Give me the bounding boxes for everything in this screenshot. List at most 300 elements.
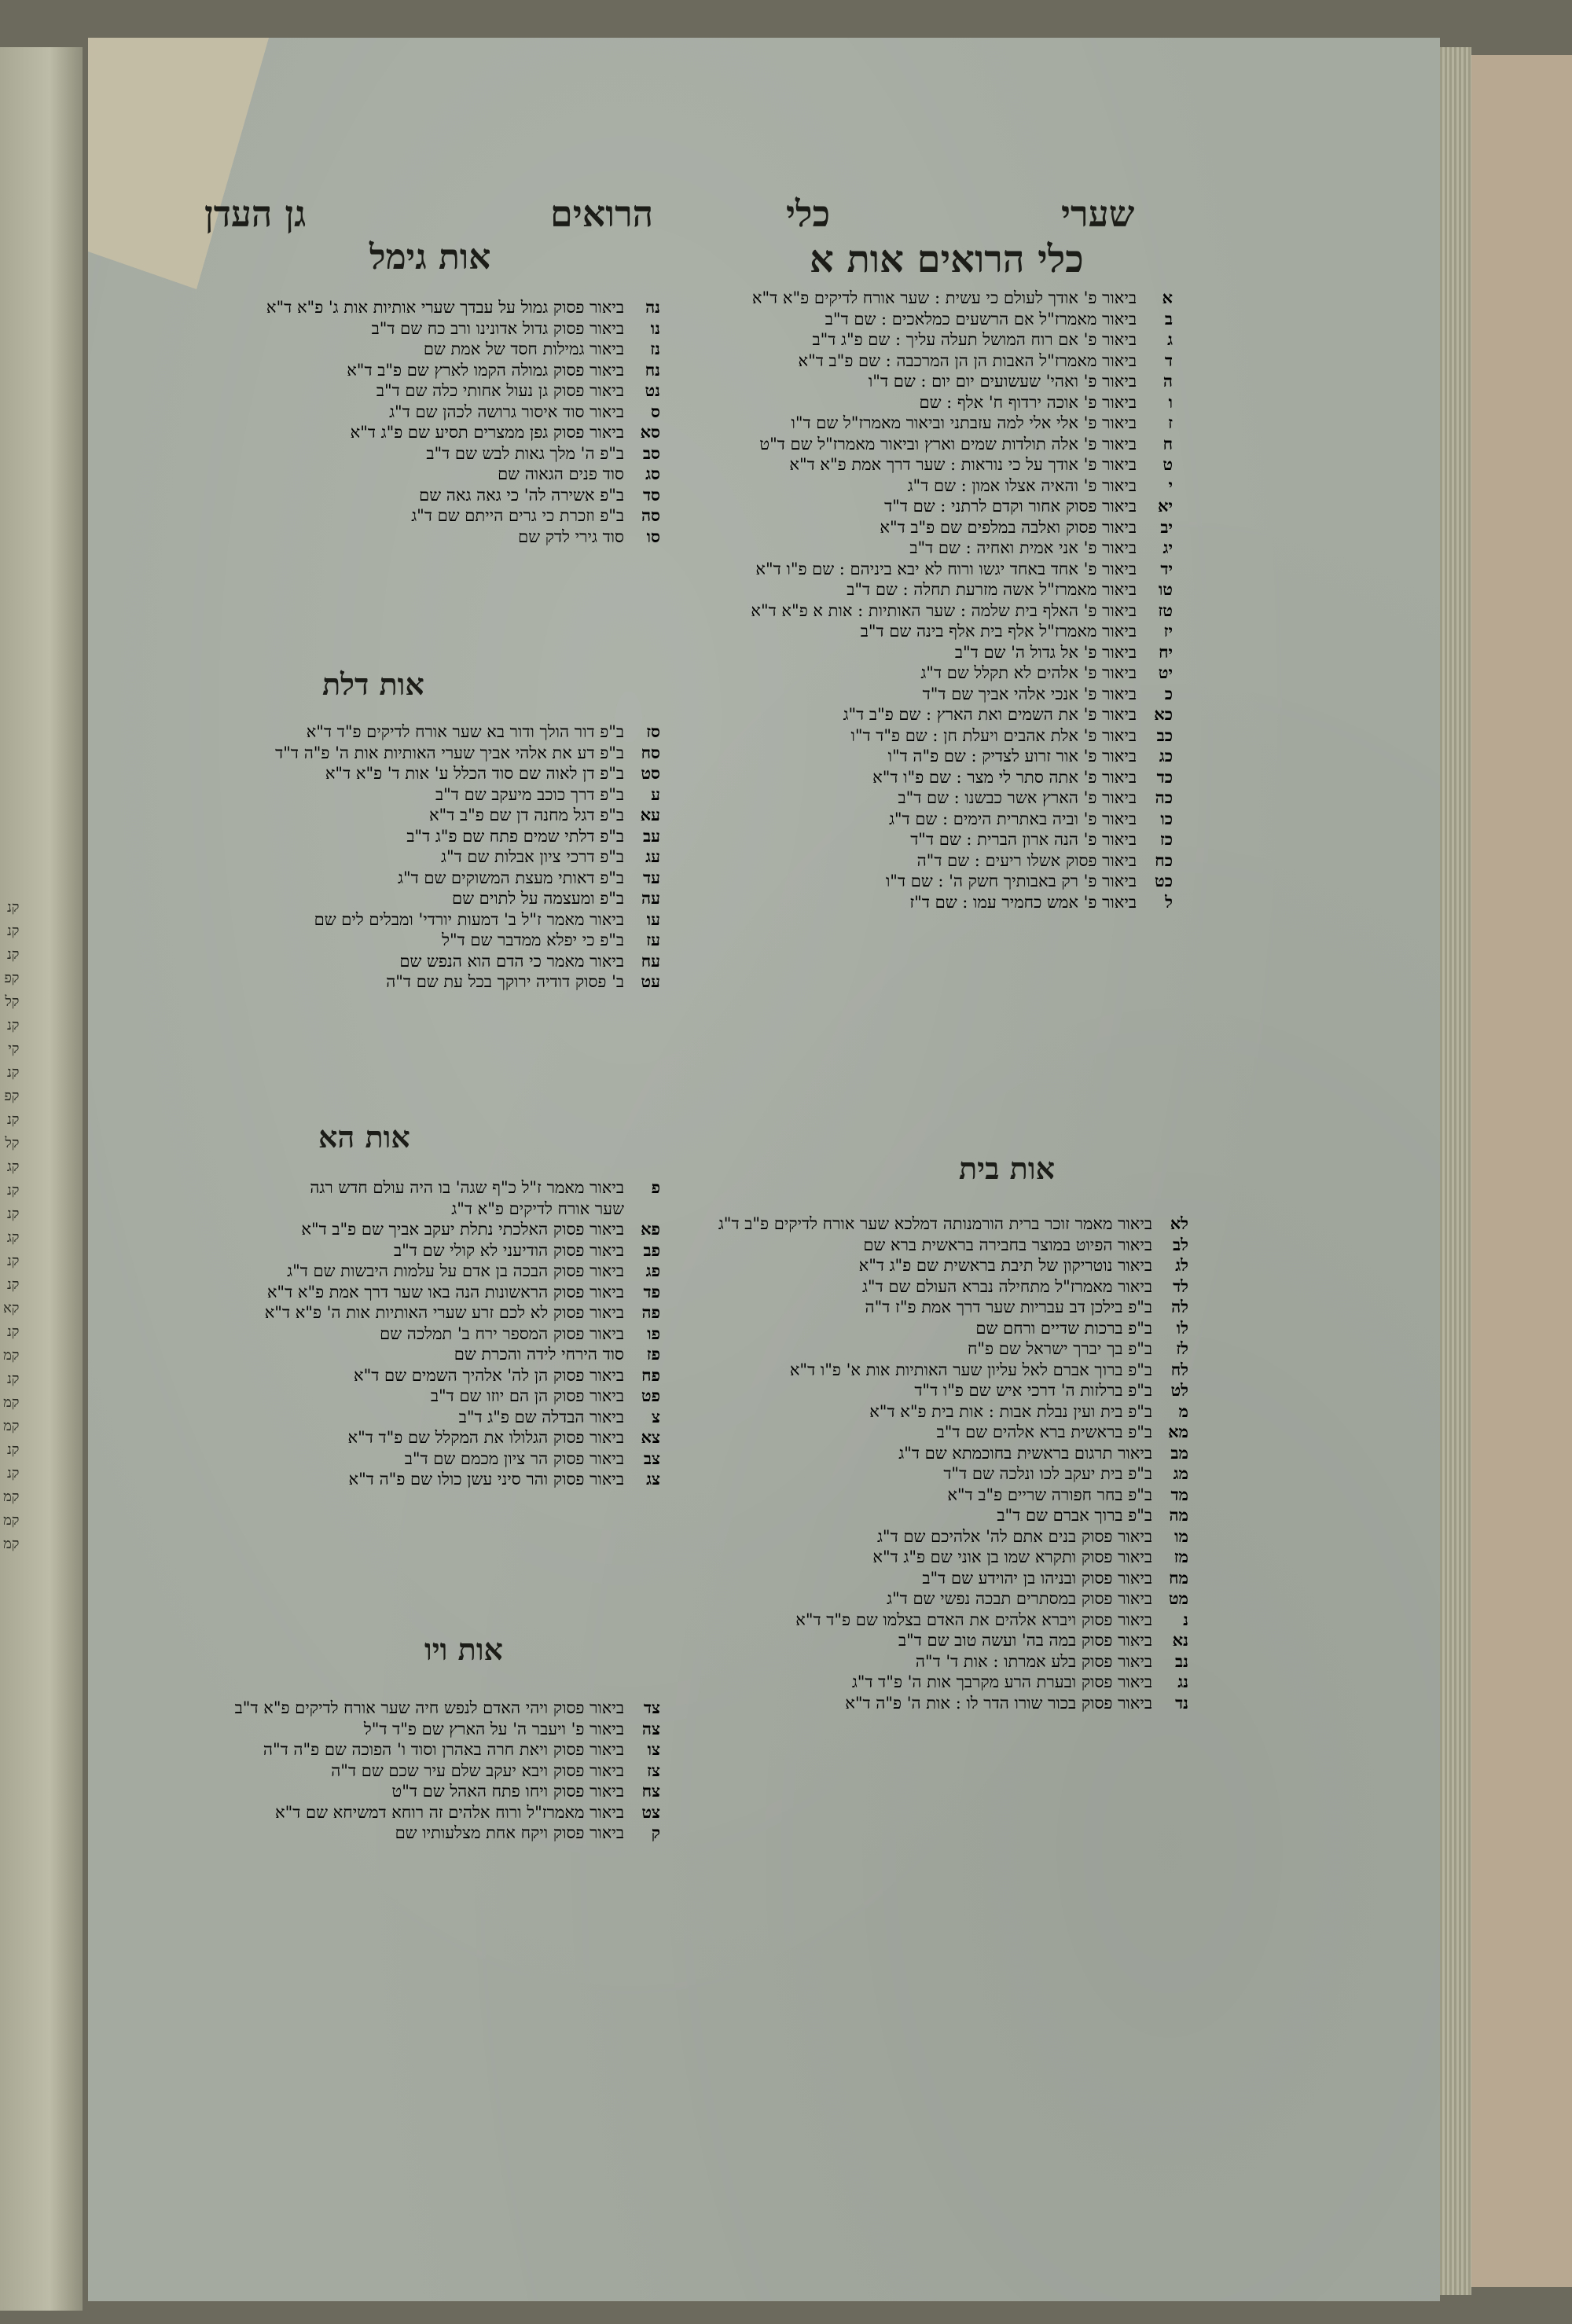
entry-number: ז [1168,413,1173,432]
index-entry [678,579,1173,600]
left-page-line: קנ [6,1206,20,1222]
column-left-gimel [169,297,660,547]
left-page-line: קמ [3,1394,20,1411]
entry-number: סד [642,484,660,505]
entry-text: ביאור מאמר זוכר ברית הורמנותה דמלכא שער אורח לדיקים פ"ב ד"ג [718,1214,1152,1233]
entry-number: ג [1167,329,1173,349]
entry-text: ביאור פסוק והר סיני עשן כולו שם פ"ה ד"א [348,1470,624,1489]
entry-text: ביאור הבדלה שם פ"ג ד"ב [458,1407,624,1426]
index-entry [169,1739,660,1760]
entry-number: ח [1162,433,1173,453]
index-entry [678,600,1173,622]
index-entry [678,871,1173,892]
page-edges [1440,47,1471,2295]
entry-number: צא [641,1427,660,1447]
entry-text: ב"פ בך יברך ישראל שם פ"ח [967,1339,1152,1358]
index-entry [169,1324,660,1345]
entry-number: יט [1158,663,1173,682]
entry-text: ביאור פסוק ויברא אלהים את האדם בצלמו שם פ"ד ד"א [795,1610,1152,1629]
index-entry [678,413,1173,434]
entry-text: ביאור פסוק ובניהו בן יהוידע שם ד"ב [922,1568,1152,1588]
entry-number: יז [1163,621,1173,641]
index-entry [169,297,660,318]
entry-number: צז [647,1760,660,1780]
entry-text: ביאור מאמרז"ל אם הרשעים כמלאכים : שם ד"ב [825,309,1137,329]
entry-text: ביאור פסוק גמולה הקמו לארץ שם פ"ב ד"א [347,360,624,380]
entry-number: צב [643,1448,660,1468]
entry-text: ב"פ דרכי ציון אבלות שם ד"ג [441,847,624,866]
entry-text: ביאור פסוק הר ציון מכמם שם ד"ב [404,1448,624,1468]
index-entry [169,763,660,784]
entry-number: נב [1175,1650,1188,1671]
index-entry [678,1485,1188,1506]
entry-text: ביאור פסוק ויקח אחת מצלעותיו שם [395,1823,624,1842]
entry-number: פט [641,1386,660,1405]
entry-number: סה [641,505,660,525]
left-page-line: קנ [6,1324,20,1340]
entry-number: צד [643,1698,660,1717]
running-head-center: הרואים [550,193,654,235]
entry-text: ביאור פסוק בנים אתם לה' אלהיכם שם ד"ג [877,1526,1152,1546]
index-entry [678,1610,1188,1631]
index-entry [169,1199,660,1220]
entry-number: נ [1183,1609,1188,1629]
index-entry [678,746,1173,767]
entry-number: צו [647,1739,660,1759]
entry-number [630,1199,660,1220]
entry-number: עח [641,950,660,971]
index-entry [678,1422,1188,1443]
entry-text: ב"פ ברכות שדיים ורחם שם [975,1318,1152,1338]
left-page-line: קנ [6,1017,20,1034]
entry-text: ב"פ כי יפלא ממדבר שם ד"ל [442,931,624,949]
left-page-line: קמ [3,1536,20,1552]
entry-text: ביאור פסוק אחור וקדם לרתני : שם ד"ד [884,497,1137,516]
entry-text: ביאור מאמרז"ל האבות הן הן המרכבה : שם פ"ב ד"א [798,351,1137,370]
index-entry [169,868,660,889]
section-title-gimel: אות גימל [369,237,491,277]
entry-text: ביאור תרגום בראשית בחוכמתא שם ד"ג [898,1443,1152,1463]
entry-number: פ [651,1177,660,1197]
entry-number: כה [1155,788,1173,807]
entry-number: ד [1164,350,1173,370]
entry-text: ביאור פ' אור זרוע לצדיק : שם פ"ה ד"ו [887,747,1137,765]
entry-text: ביאור מאמרז"ל אשה מזרעת תחלה : שם ד"ב [847,580,1137,599]
entry-text: ב"פ בילכן דב עבריות שער דרך אמת פ"ז ד"ה [865,1298,1152,1316]
running-head-left: גן העדן [204,193,307,235]
entry-number: פו [647,1323,660,1343]
entry-number: מב [1170,1442,1188,1463]
entry-number: מד [1170,1484,1188,1504]
entry-number: לח [1170,1359,1188,1379]
entry-number: פב [643,1239,660,1260]
entry-number: נה [645,297,660,317]
index-entry [169,443,660,464]
entry-text: ביאור פ' אוכה ירדוף ח' אלף : שם [919,392,1137,412]
index-entry [678,809,1173,830]
index-entry [169,721,660,743]
index-entry [169,380,660,402]
entry-text: ביאור פ' אחד באחד יגשו ורוח לא יבא ביניהם : שם פ"ו ד"א [755,559,1137,578]
section-title-he: אות הא [318,1119,410,1155]
section-title-dalet: אות דלת [322,666,424,702]
entry-text: ביאור פ' אודך על כי נוראות : שער דרך אמת פ"א ד"א [789,455,1137,474]
index-entry [678,434,1173,455]
entry-number: נז [650,339,660,358]
index-entry [169,1365,660,1386]
left-page-line: קנ [6,899,20,916]
entry-number: סט [641,763,660,783]
index-entry [169,1302,660,1324]
entry-number: צח [641,1781,660,1801]
entry-text: ביאור מאמר ז"ל ב' דמעות יורדי' ומבלים לים שם [314,909,624,929]
index-entry [678,1630,1188,1651]
index-entry [678,684,1173,705]
entry-text: סוד הירחי לידה והכרת שם [454,1345,624,1364]
left-page-line: קנ [6,1276,20,1293]
index-entry [678,1255,1188,1276]
entry-number: י [1168,475,1173,495]
entry-number: יד [1160,558,1173,578]
index-entry [678,1318,1188,1339]
entry-number: נא [1172,1630,1188,1650]
entry-text: ב"פ דרך כוכב מיעקב שם ד"ב [435,784,624,804]
index-entry [169,402,660,423]
index-entry [169,805,660,826]
entry-number: פח [641,1364,660,1385]
entry-text: ביאור פסוק הן הם יוזו שם ד"ב [430,1386,624,1405]
left-page-line: קנ [6,923,20,939]
left-page-line: קמ [3,1512,20,1529]
entry-text: ביאור פ' הנה ארון הברית : שם ד"ד [910,830,1137,849]
entry-text: ב"פ ברוך אברם לאל עליון שער האותיות אות א' פ"ו ד"א [789,1360,1152,1379]
entry-number: לו [1176,1317,1188,1338]
index-entry [678,892,1173,913]
entry-number: צט [641,1801,660,1822]
entry-number: מה [1169,1505,1188,1525]
entry-text: ביאור פ' אני אמית ואחיה : שם ד"ב [909,538,1137,557]
entry-text: שער אורח לדיקים פ"א ד"ג [451,1199,624,1218]
entry-text: ביאור פסוק הודיעני לא קולי שם ד"ב [393,1240,624,1260]
index-entry [678,1526,1188,1547]
entry-number: נו [650,318,660,338]
entry-text: ביאור פ' אתה סתר לי מצר : שם פ"ו ד"א [872,767,1137,787]
column-left-vav [169,1698,660,1844]
entry-number: כד [1156,766,1173,787]
entry-text: ב"פ דגל מחנה דן שם פ"ב ד"א [428,806,624,824]
entry-number: יח [1159,641,1173,662]
left-page-line: קמ [3,1489,20,1505]
entry-text: ב"פ ה' מלך גאות לבש שם ד"ב [426,443,624,463]
entry-number: ו [1168,391,1173,412]
entry-number: נח [645,359,660,380]
index-entry [678,329,1173,351]
index-entry [169,505,660,527]
entry-text: ביאור פסוק ותקרא שמו בן אוני שם פ"ג ד"א [872,1547,1152,1566]
entry-text: ביאור פ' אנכי אלהי אביך שם ד"ד [922,684,1137,703]
index-entry [169,826,660,847]
left-page-line: קא [3,1300,20,1316]
index-entry [678,288,1173,309]
entry-text: ביאור פ' אל גדול ה' שם ד"ב [954,642,1137,662]
entry-number: ע [651,784,660,804]
entry-text: ביאור פסוק הן לה' אלהיך השמים שם ד"א [354,1365,624,1385]
entry-text: ב"פ ברלזות ה' דרכי איש שם פ"ו ד"ד [914,1381,1152,1400]
entry-text: ב' פסוק דודיה ירוקך בכל עת שם ד"ה [386,972,624,991]
index-entry [169,1344,660,1365]
entry-number: מא [1168,1422,1188,1441]
entry-text: ביאור פסוק במה בה' ועשה טוב שם ד"ב [898,1631,1152,1650]
entry-number: כז [1159,829,1173,849]
entry-number: לז [1176,1338,1188,1358]
left-page-fragment [0,47,83,2311]
left-page-line: קנ [6,1111,20,1128]
entry-text: ביאור פסוק גמול על עבדך שערי אותיות אות ג' פ"א ד"א [266,298,624,317]
index-entry [678,704,1173,725]
index-entry [169,971,660,993]
entry-number: ט [1162,454,1173,474]
index-entry [678,767,1173,788]
index-entry [169,930,660,951]
column-left-dalet [169,721,660,993]
entry-number: פד [643,1281,660,1302]
entry-text: ביאור פ' אלת אהבים ויעלת חן : שם פ"ד ד"ו [850,725,1137,745]
index-entry [678,1380,1188,1401]
entry-text: ביאור פסוק הבכה בן אדם על עלמות היבשות שם ד"ג [287,1261,624,1280]
entry-text: ביאור פסוק גדול אדונינו ורב כח שם ד"ב [371,318,624,338]
entry-number: נט [645,380,660,400]
index-entry [169,485,660,506]
index-entry [169,1448,660,1470]
entry-text: ביאור פ' את השמים ואת הארץ : שם פ"ב ד"ג [843,705,1137,724]
index-entry [169,784,660,806]
entry-text: ב"פ ברוך אברם שם ד"ב [997,1506,1152,1525]
column-right-bet [678,1213,1188,1713]
entry-number: מו [1174,1525,1188,1546]
entry-text: ביאור פסוק בכור שורו הדר לו : אות ה' פ"ה ד"א [845,1693,1152,1713]
running-head-right: שערי [1061,193,1135,235]
left-page-line: קפ [4,970,20,986]
entry-text: ביאור פ' ואהי' שעשועים יום יום : שם ד"ו [868,372,1137,391]
index-entry [169,1427,660,1448]
index-entry [678,1672,1188,1693]
entry-text: ביאור מאמר ז"ל כ"ף שגה' בו היה עולם חדש רגה [310,1178,624,1197]
entry-text: ב"פ בחר חפורה שריים פ"ב ד"א [947,1485,1152,1504]
running-head-center-right: כלי [786,193,831,235]
index-entry [678,1463,1188,1485]
entry-text: ביאור מאמרז"ל אלף בית אלף בינה שם ד"ב [860,622,1137,641]
index-entry [678,1276,1188,1298]
index-entry [169,1177,660,1199]
index-entry [169,951,660,972]
index-entry [678,1360,1188,1381]
index-entry [169,888,660,909]
index-entry [169,464,660,485]
left-page-line: קנ [6,1465,20,1481]
index-entry [169,1261,660,1282]
entry-number: צ [651,1406,660,1426]
index-entry [678,642,1173,663]
entry-text: ביאור פסוק ואלבה במלפים שם פ"ב ד"א [880,517,1137,537]
book-cover [1471,55,1572,2287]
section-title-bet: אות בית [959,1151,1055,1186]
entry-number: סו [646,526,660,546]
entry-number: לא [1170,1213,1188,1233]
entry-text: ב"פ בראשית ברא אלהים שם ד"ב [936,1423,1152,1441]
entry-number: מח [1169,1567,1188,1588]
left-page-line: קמ [3,1418,20,1434]
entry-text: ביאור פסוק גפן ממצרים תסיע שם פ"ג ד"א [350,423,624,442]
entry-text: ביאור פ' רק באבותיך חשק ה' : שם ד"ו [885,872,1137,890]
column-right-alef [678,288,1173,912]
entry-number: מ [1178,1401,1188,1421]
entry-number: סג [645,464,660,483]
index-entry [169,1760,660,1782]
index-entry [678,309,1173,330]
entry-text: ביאור פסוק ויהי האדם לנפש חיה שער אורח לדיקים פ"א ד"ב [234,1698,624,1717]
index-entry [678,1443,1188,1464]
index-entry [169,1407,660,1428]
entry-text: ביאור פסוק ויאת חרה באהרן וסוד ו' הפוכה שם פ"ה ד"ה [263,1740,624,1759]
entry-number: פג [645,1261,660,1280]
index-entry [678,1547,1188,1568]
left-page-line: קפ [4,1088,20,1104]
index-entry [678,496,1173,517]
entry-text: ביאור פ' וביה באתרית הימים : שם ד"ג [888,809,1137,828]
index-entry [169,422,660,443]
entry-number: כו [1160,808,1173,828]
entry-number: ס [651,401,660,421]
entry-text: ביאור מאמרז"ל מתחילה נברא העולם שם ד"ג [861,1276,1152,1296]
entry-number: ל [1165,891,1173,912]
index-entry [678,1338,1188,1360]
entry-number: ה [1162,371,1173,391]
index-entry [678,621,1173,642]
entry-text: ביאור מאמר כי הדם הוא הנפש שם [399,951,624,971]
index-entry [678,1297,1188,1318]
entry-text: ביאור פ' אלה תולדות שמים וארץ וביאור מאמרז"ל שם ד"ט [759,434,1137,453]
entry-number: עז [646,930,660,949]
entry-number: לט [1170,1380,1188,1400]
entry-text: ביאור פסוק הגלולו את המקלל שם פ"ד ד"א [347,1428,624,1447]
entry-number: סח [641,742,660,762]
entry-number: עו [646,909,660,929]
entry-number: א [1162,288,1173,307]
index-entry [169,1240,660,1261]
index-entry [678,788,1173,809]
entry-number: צג [646,1469,660,1489]
entry-text: ביאור פסוק לא לכם זרע שערי האותיות אות ה' פ"א ד"א [264,1303,624,1322]
entry-text: ביאור פסוק ובערת הרע מקרבך אות ה' פ"ד ד"ג [851,1672,1152,1691]
index-entry [678,1505,1188,1526]
index-entry [169,1823,660,1844]
index-entry [169,1469,660,1490]
entry-number: סב [642,442,660,463]
entry-number: מג [1173,1463,1188,1483]
entry-text: ב"פ וזכרת כי גרים הייתם שם ד"ג [411,506,624,525]
left-page-line: קנ [6,1371,20,1387]
entry-text: ביאור פסוק אשלו ריעים : שם ד"ה [916,850,1137,870]
entry-text: ביאור הפיוט במוצר בחבירה בראשית ברא שם [863,1235,1152,1254]
left-page-line: קנ [6,1182,20,1199]
entry-text: ביאור פסוק בלע אמרתו : אות ד' ד"ה [915,1651,1152,1671]
entry-text: ביאור פ' אלהים לא תקלל שם ד"ג [920,663,1137,682]
entry-text: סוד גירי לדק שם [518,527,624,546]
left-page-text [3,896,19,1556]
entry-number: לד [1173,1276,1188,1296]
entry-number: כא [1154,704,1173,724]
index-entry [169,1802,660,1823]
index-entry [169,1781,660,1802]
left-page-line: קנ [6,946,20,963]
entry-text: ביאור פ' אמש כחמיר עמו : שם ד"ז [909,892,1137,912]
entry-number: עב [642,825,660,846]
entry-number: סא [640,422,660,442]
entry-text: ביאור סוד איסור גרושה לכהן שם ד"ג [389,402,624,421]
index-entry [678,371,1173,392]
entry-number: עג [645,846,660,866]
entry-number: לה [1171,1297,1188,1316]
entry-number: סז [646,721,660,741]
left-page-line: קנ [6,1253,20,1269]
left-page-line: קג [6,1158,20,1175]
index-entry [169,1386,660,1407]
entry-text: ביאור פסוק במסתרים תבכה נפשי שם ד"ג [887,1589,1152,1608]
entry-number: נג [1177,1672,1188,1691]
index-entry [169,339,660,360]
entry-text: ביאור פסוק ויחו פתח האהל שם ד"ט [391,1782,624,1801]
entry-number: עד [643,867,660,887]
entry-number: עה [641,888,660,908]
left-page-line: קל [5,993,20,1010]
index-entry [678,1235,1188,1256]
entry-number: לב [1173,1234,1188,1254]
entry-number: יב [1160,516,1173,537]
entry-number: צה [641,1718,660,1738]
entry-text: ביאור פ' האלף בית שלמה : שער האותיות : אות א פ"א ד"א [751,600,1137,620]
index-entry [169,1698,660,1719]
index-entry [169,743,660,764]
index-entry [169,909,660,931]
entry-text: ב"פ דלתי שמים פתח שם פ"ג ד"ב [406,826,624,846]
section-title-alef: כלי הרואים אות א [810,237,1084,281]
index-entry [678,1401,1188,1423]
index-entry [678,517,1173,538]
entry-text: ביאור פ' הארץ אשר כבשנו : שם ד"ב [898,788,1137,807]
index-entry [169,1219,660,1240]
index-entry [678,559,1173,580]
index-entry [678,538,1173,559]
index-entry [169,318,660,340]
entry-text: ב"פ דע את אלהי אביך שערי האותיות אות ה' פ"ה ד"ד [275,743,624,762]
entry-text: ב"פ ומעצמה על לתוים שם [451,889,624,908]
index-entry [678,454,1173,475]
entry-number: טו [1158,579,1173,599]
entry-text: ב"פ בית ועין נבלת אבות : אות בית פ"א ד"א [869,1401,1152,1421]
entry-text: ביאור פ' ויעבר ה' על הארץ שם פ"ד ד"ל [363,1719,624,1738]
index-entry [678,1693,1188,1714]
index-entry [678,663,1173,684]
entry-text: ב"פ דאותי מעצת המשוקים שם ד"ג [398,868,624,887]
entry-number: טז [1158,600,1173,620]
index-entry [678,1588,1188,1610]
entry-text: ב"פ אשירה לה' כי גאה גאה שם [419,485,624,505]
entry-number: ב [1164,308,1173,329]
entry-text: ביאור נוטריקון של תיבת בראשית שם פ"ג ד"א [858,1256,1152,1275]
entry-number: נד [1175,1692,1188,1713]
entry-number: כב [1156,725,1173,745]
index-entry [169,527,660,548]
